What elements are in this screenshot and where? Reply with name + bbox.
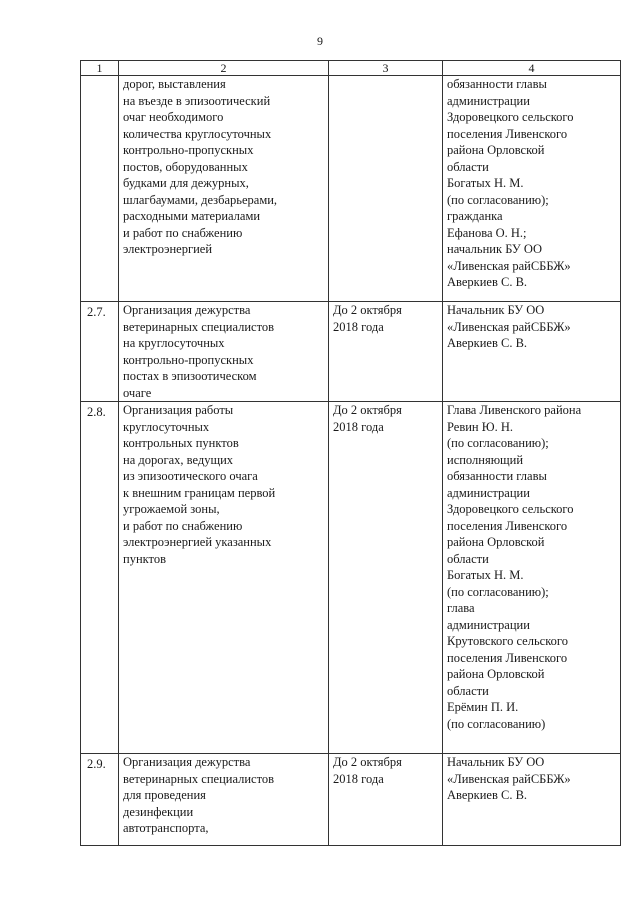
responsible-line: исполняющий bbox=[447, 452, 524, 467]
row-deadline bbox=[329, 76, 443, 302]
responsible-line: «Ливенская райСББЖ» bbox=[447, 258, 571, 273]
action-line: автотранспорта, bbox=[123, 821, 209, 835]
responsible-line: Здоровецкого сельского bbox=[447, 110, 574, 124]
responsible-line: Здоровецкого сельского bbox=[447, 502, 574, 516]
page-number: 9 bbox=[317, 34, 323, 48]
action-line: Организация дежурства bbox=[123, 303, 251, 317]
action-line: электроэнергией bbox=[123, 242, 213, 256]
action-line: на въезде в эпизоотический bbox=[123, 93, 271, 108]
responsible-line: обязанности главы bbox=[447, 77, 547, 91]
row-number: 2.8. bbox=[81, 402, 119, 754]
responsible-line: Богатых Н. М. bbox=[447, 176, 524, 190]
responsible-line: поселения Ливенского bbox=[447, 650, 568, 665]
row-action bbox=[119, 402, 329, 754]
deadline-line: До 2 октября bbox=[333, 755, 402, 769]
responsible-line: района Орловской bbox=[447, 535, 545, 549]
action-line: угрожаемой зоны, bbox=[123, 502, 220, 516]
responsible-line: гражданка bbox=[447, 209, 503, 223]
responsible-line: администрации bbox=[447, 485, 530, 500]
header-col-1: 1 bbox=[81, 61, 119, 76]
action-line: дорог, выставления bbox=[123, 77, 226, 91]
action-line: шлагбаумами, дезбарьерами, bbox=[123, 192, 278, 207]
row-deadline bbox=[329, 754, 443, 846]
responsible-line: области bbox=[447, 159, 489, 174]
action-line: очаге bbox=[123, 385, 152, 400]
action-line: Организация работы bbox=[123, 403, 234, 417]
responsible-line: «Ливенская райСББЖ» bbox=[447, 771, 571, 786]
responsible-line: (по согласованию); bbox=[447, 192, 549, 207]
row-responsible bbox=[443, 754, 621, 846]
action-line: дезинфекции bbox=[123, 804, 194, 819]
action-line: ветеринарных специалистов bbox=[123, 319, 275, 334]
row-number: 2.9. bbox=[81, 754, 119, 846]
action-line: Организация дежурства bbox=[123, 755, 251, 769]
action-line: пунктов bbox=[123, 551, 166, 566]
table-row bbox=[81, 302, 621, 402]
row-responsible bbox=[443, 402, 621, 754]
responsible-line: Начальник БУ ОО bbox=[447, 303, 545, 317]
responsible-line: обязанности главы bbox=[447, 469, 547, 483]
action-line: ветеринарных специалистов bbox=[123, 771, 275, 786]
responsible-line: администрации bbox=[447, 617, 530, 632]
responsible-line: района Орловской bbox=[447, 143, 545, 157]
responsible-line: Ерёмин П. И. bbox=[447, 700, 519, 714]
responsible-line: Аверкиев С. В. bbox=[447, 788, 528, 802]
responsible-line: «Ливенская райСББЖ» bbox=[447, 319, 571, 334]
action-line: контрольно-пропускных bbox=[123, 143, 254, 157]
responsible-line: (по согласованию) bbox=[447, 716, 546, 731]
action-line: расходными материалами bbox=[123, 209, 261, 223]
row-deadline bbox=[329, 402, 443, 754]
header-col-4: 4 bbox=[443, 61, 621, 76]
action-line: для проведения bbox=[123, 788, 206, 802]
deadline-line: До 2 октября bbox=[333, 303, 402, 317]
action-line: будками для дежурных, bbox=[123, 176, 249, 190]
action-line: к внешним границам первой bbox=[123, 485, 276, 500]
deadline-line: До 2 октября bbox=[333, 403, 402, 417]
header-col-2: 2 bbox=[119, 61, 329, 76]
row-number bbox=[81, 76, 119, 302]
row-number: 2.7. bbox=[81, 302, 119, 402]
responsible-line: области bbox=[447, 551, 489, 566]
action-line: на круглосуточных bbox=[123, 336, 225, 350]
responsible-line: Начальник БУ ОО bbox=[447, 755, 545, 769]
action-line: круглосуточных bbox=[123, 419, 210, 434]
action-line: контрольно-пропускных bbox=[123, 352, 254, 367]
responsible-line: поселения Ливенского bbox=[447, 126, 568, 141]
responsible-line: области bbox=[447, 683, 489, 698]
action-line: постов, оборудованных bbox=[123, 159, 248, 174]
action-line: очаг необходимого bbox=[123, 110, 224, 124]
row-responsible bbox=[443, 76, 621, 302]
responsible-line: района Орловской bbox=[447, 667, 545, 681]
row-deadline bbox=[329, 302, 443, 402]
responsible-line: глава bbox=[447, 601, 475, 615]
table-row bbox=[81, 754, 621, 846]
responsible-line: (по согласованию); bbox=[447, 584, 549, 599]
responsible-line: Богатых Н. М. bbox=[447, 568, 524, 582]
responsible-line: администрации bbox=[447, 93, 530, 108]
measures-table bbox=[80, 60, 621, 846]
responsible-line: Крутовского сельского bbox=[447, 634, 568, 648]
responsible-line: Аверкиев С. В. bbox=[447, 275, 528, 289]
action-line: электроэнергией указанных bbox=[123, 535, 272, 549]
responsible-line: Ефанова О. Н.; bbox=[447, 225, 527, 240]
deadline-line: 2018 года bbox=[333, 319, 384, 334]
row-action bbox=[119, 302, 329, 402]
deadline-line: 2018 года bbox=[333, 771, 384, 786]
row-action bbox=[119, 754, 329, 846]
row-responsible bbox=[443, 302, 621, 402]
action-line: из эпизоотического очага bbox=[123, 469, 258, 483]
responsible-line: поселения Ливенского bbox=[447, 518, 568, 533]
row-action bbox=[119, 76, 329, 302]
deadline-line: 2018 года bbox=[333, 419, 384, 434]
responsible-line: Ревин Ю. Н. bbox=[447, 419, 513, 434]
action-line: контрольных пунктов bbox=[123, 436, 239, 450]
table-row bbox=[81, 76, 621, 302]
action-line: на дорогах, ведущих bbox=[123, 452, 234, 467]
header-col-3: 3 bbox=[329, 61, 443, 76]
table-header-row bbox=[81, 61, 621, 76]
responsible-line: Аверкиев С. В. bbox=[447, 336, 528, 350]
action-line: количества круглосуточных bbox=[123, 126, 272, 141]
action-line: и работ по снабжению bbox=[123, 225, 243, 240]
responsible-line: Глава Ливенского района bbox=[447, 403, 582, 417]
table-row bbox=[81, 402, 621, 754]
responsible-line: начальник БУ ОО bbox=[447, 242, 542, 256]
responsible-line: (по согласованию); bbox=[447, 436, 549, 450]
action-line: постах в эпизоотическом bbox=[123, 369, 257, 383]
action-line: и работ по снабжению bbox=[123, 518, 243, 533]
